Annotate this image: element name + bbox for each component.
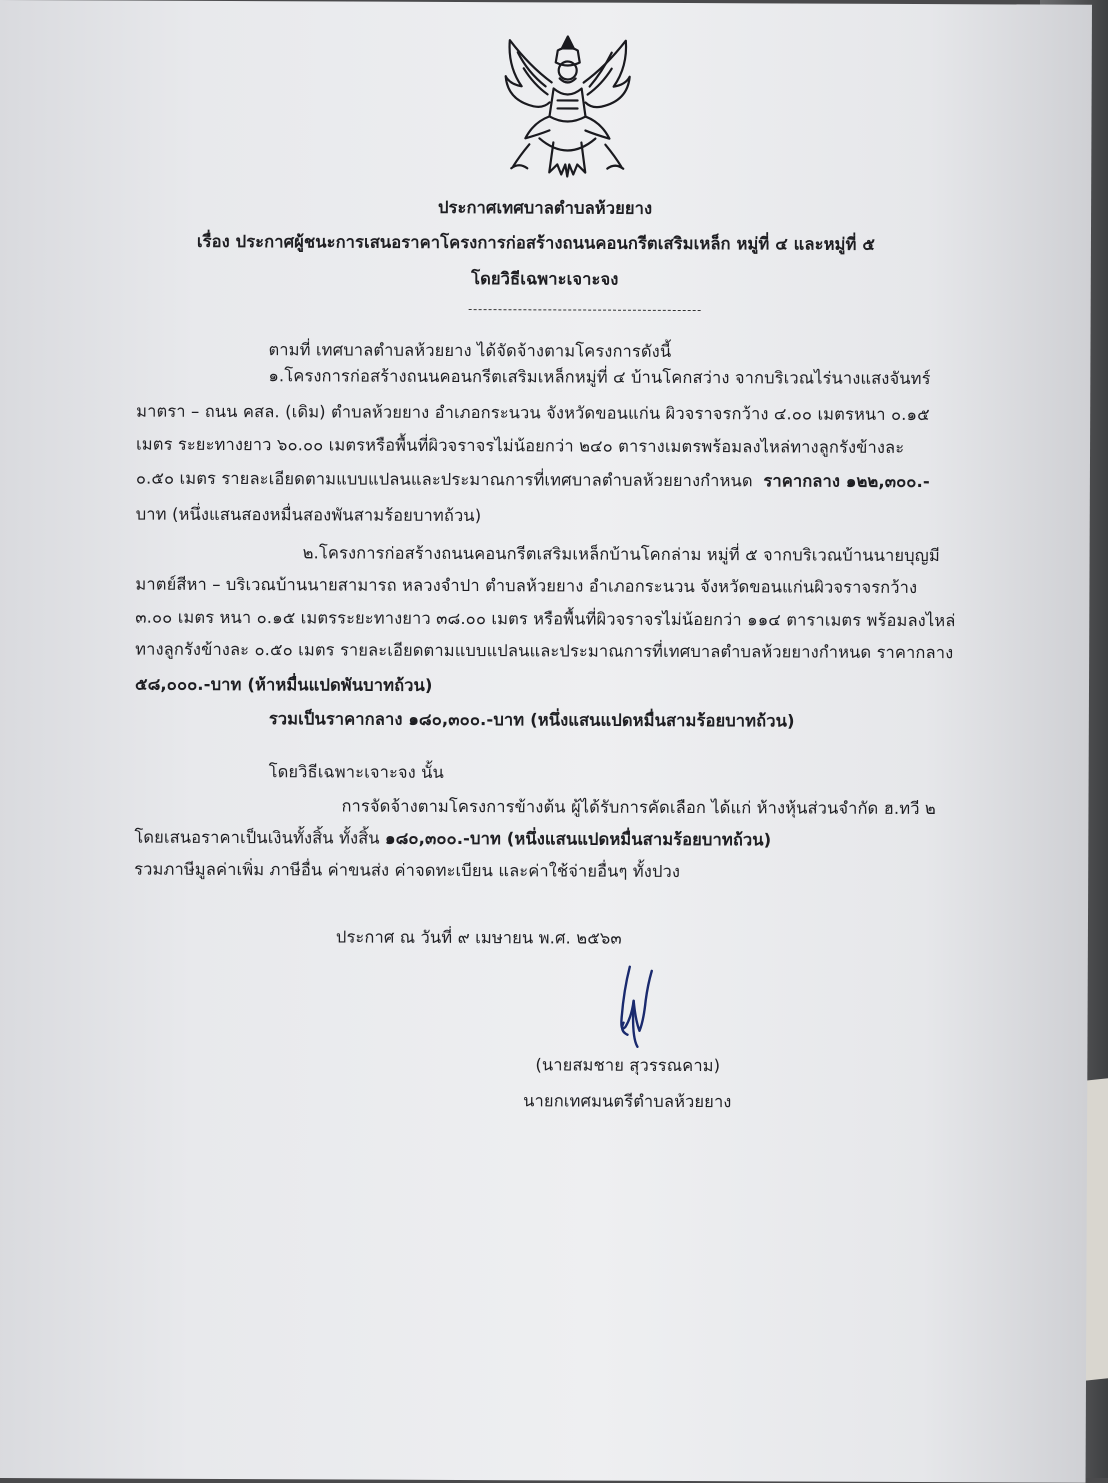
winner-line: การจัดจ้างตามโครงการข้างต้น ผู้ได้รับการคัดเลือก ได้แก่ ห้างหุ้นส่วนจำกัด ฮ.ทวี ๒ — [341, 796, 936, 819]
item2-line: ๓.๐๐ เมตร หนา ๐.๑๕ เมตรระยะทางยาว ๓๘.๐๐ เมตร หรือพื้นที่ผิวจราจรไม่น้อยกว่า ๑๑๔ ตาราเมตร พร้อมลงไหล่ — [135, 607, 956, 631]
item2-line: ๒.โครงการก่อสร้างถนนคอนกรีตเสริมเหล็กบ้านโคกล่าม หมู่ที่ ๕ จากบริเวณบ้านนายบุญมี — [302, 543, 940, 566]
method-statement: โดยวิธีเฉพาะเจาะจง นั้น — [268, 762, 445, 782]
item2-reference-price: ๕๘,๐๐๐.-บาท (ห้าหมื่นแปดพันบาทถ้วน) — [134, 674, 433, 695]
item1-line — [136, 468, 930, 493]
total-reference-price: รวมเป็นราคากลาง ๑๘๐,๓๐๐.-บาท (หนึ่งแสนแปดหมื่นสามร้อยบาทถ้วน) — [268, 709, 795, 731]
signatory-position: นายกเทศมนตรีตำบลห้วยยาง — [523, 1091, 732, 1112]
item2-line: ทางลูกรังข้างละ ๐.๕๐ เมตร รายละเอียดตามแบบแปลนและประมาณการที่เทศบาลตำบลห้วยยางกำหนด ราคากลาง — [135, 639, 954, 663]
announcement-date: ประกาศ ณ วันที่ ๙ เมษายน พ.ศ. ๒๕๖๓ — [335, 927, 622, 948]
header-divider — [469, 309, 701, 311]
item1-line-text: ๐.๕๐ เมตร รายละเอียดตามแบบแปลนและประมาณการที่เทศบาลตำบลห้วยยางกำหนด — [135, 468, 753, 491]
document-subject: เรื่อง ประกาศผู้ชนะการเสนอราคาโครงการก่อสร้างถนนคอนกรีตเสริมเหล็ก หมู่ที่ ๔ และหมู่ที่ ๕ — [196, 231, 876, 254]
document-title: ประกาศเทศบาลตำบลห้วยยาง — [437, 197, 653, 218]
winner-line — [134, 827, 771, 852]
handwritten-signature-icon — [605, 961, 665, 1051]
winning-bid-amount: ๑๘๐,๓๐๐.-บาท (หนึ่งแสนแปดหมื่นสามร้อยบาทถ้วน) — [385, 828, 772, 850]
winner-line: รวมภาษีมูลค่าเพิ่ม ภาษีอื่น ค่าขนส่ง ค่าจดทะเบียน และค่าใช้จ่ายอื่นๆ ทั้งปวง — [134, 859, 681, 881]
item1-line: เมตร ระยะทางยาว ๖๐.๐๐ เมตรหรือพื้นที่ผิวจราจรไม่น้อยกว่า ๒๔๐ ตารางเมตรพร้อมลงไหล่ทางลูกรังข้างละ — [136, 434, 905, 457]
item1-reference-price: ราคากลาง ๑๒๒,๓๐๐.- — [763, 471, 930, 492]
item1-line: ๑.โครงการก่อสร้างถนนคอนกรีตเสริมเหล็กหมู่ที่ ๔ บ้านโคกสว่าง จากบริเวณไร่นางแสงจันทร์ — [268, 366, 931, 389]
item2-line: มาตย์สีหา – บริเวณบ้านนายสามารถ หลวงจำปา ตำบลห้วยยาง อำเภอกระนวน จังหวัดขอนแก่นผิวจราจรกว้าง — [135, 574, 918, 598]
item1-line: มาตรา – ถนน คสล. (เดิม) ตำบลห้วยยาง อำเภอกระนวน จังหวัดขอนแก่น ผิวจราจรกว้าง ๔.๐๐ เมตรหนา ๐.๑๕ — [136, 401, 930, 425]
winner-line-text: โดยเสนอราคาเป็นเงินทั้งสิ้น ทั้งสิ้น — [134, 827, 386, 848]
signatory-name: (นายสมชาย สุวรรณคาม) — [535, 1055, 721, 1076]
garuda-emblem-icon — [499, 26, 636, 179]
procurement-method-heading: โดยวิธีเฉพาะเจาะจง — [471, 269, 619, 289]
item1-price-words: บาท (หนึ่งแสนสองหมื่นสองพันสามร้อยบาทถ้วน) — [135, 504, 482, 526]
intro-paragraph: ตามที่ เทศบาลตำบลห้วยยาง ได้จัดจ้างตามโครงการดังนี้ — [268, 340, 672, 361]
